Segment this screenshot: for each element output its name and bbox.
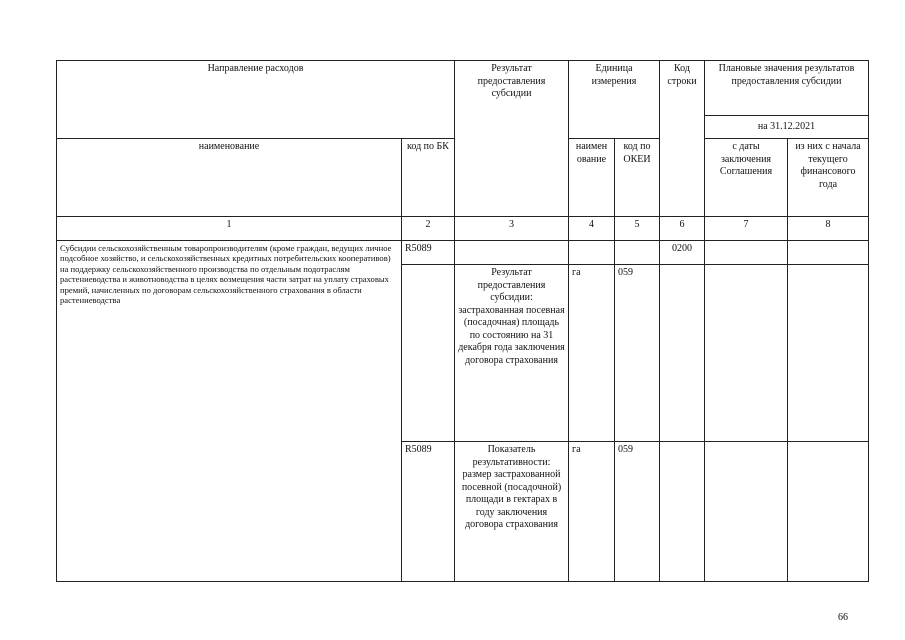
column-number: 8: [788, 217, 869, 241]
result-cell: Результат предоставления субсидии: застрахованная посевная (посадочная) площадь по состоянию на 31 декабря года заключения договора страхования: [455, 265, 569, 442]
column-numbers-row: [57, 217, 869, 241]
header-unit-name: наимен ование: [569, 139, 615, 217]
header-from-agreement-date: с даты заключения Соглашения: [705, 139, 788, 217]
unit-name-cell: га: [569, 265, 615, 442]
header-as-of-date: на 31.12.2021: [705, 116, 869, 139]
header-from-fiscal-year-start: из них с начала текущего финансового года: [788, 139, 869, 217]
okei-code-cell: 059: [615, 265, 660, 442]
unit-name-cell: га: [569, 442, 615, 582]
table-row: [57, 241, 869, 265]
line-code-cell: 0200: [660, 241, 705, 265]
column-number: 1: [57, 217, 402, 241]
header-okei-code: код по ОКЕИ: [615, 139, 660, 217]
okei-code-cell: 059: [615, 442, 660, 582]
column-number: 6: [660, 217, 705, 241]
column-number: 7: [705, 217, 788, 241]
header-name: наименование: [57, 139, 402, 217]
result-cell: Показатель результативности: размер застрахованной посевной (посадочной) площади в гектарах в году заключения договора страхования: [455, 442, 569, 582]
header-unit: Единица измерения: [569, 61, 660, 139]
header-bk-code: код по БК: [402, 139, 455, 217]
subsidy-results-table: [56, 60, 869, 582]
bk-code-cell: R5089: [402, 241, 455, 265]
header-direction: Направление расходов: [57, 61, 455, 139]
column-number: 5: [615, 217, 660, 241]
header-line-code: Код строки: [660, 61, 705, 217]
bk-code-cell: R5089: [402, 442, 455, 582]
subsidy-name-cell: Субсидии сельскохозяйственным товаропроизводителям (кроме граждан, ведущих личное подсобное хозяйство, и сельскохозяйственных кредитных потребительских кооперативов) на поддержку сельскохозяйственного производства по отдельным подотраслям растениеводства и животноводства в целях возмещения части затрат на уплату страховых премий, начисленных по договорам сельскохозяйственного страхования в области растениеводства: [57, 241, 402, 582]
page-number: 66: [838, 612, 848, 623]
column-number: 4: [569, 217, 615, 241]
column-number: 3: [455, 217, 569, 241]
column-number: 2: [402, 217, 455, 241]
header-result: Результат предоставления субсидии: [455, 61, 569, 217]
header-planned-values: Плановые значения результатов предоставления субсидии: [705, 61, 869, 116]
